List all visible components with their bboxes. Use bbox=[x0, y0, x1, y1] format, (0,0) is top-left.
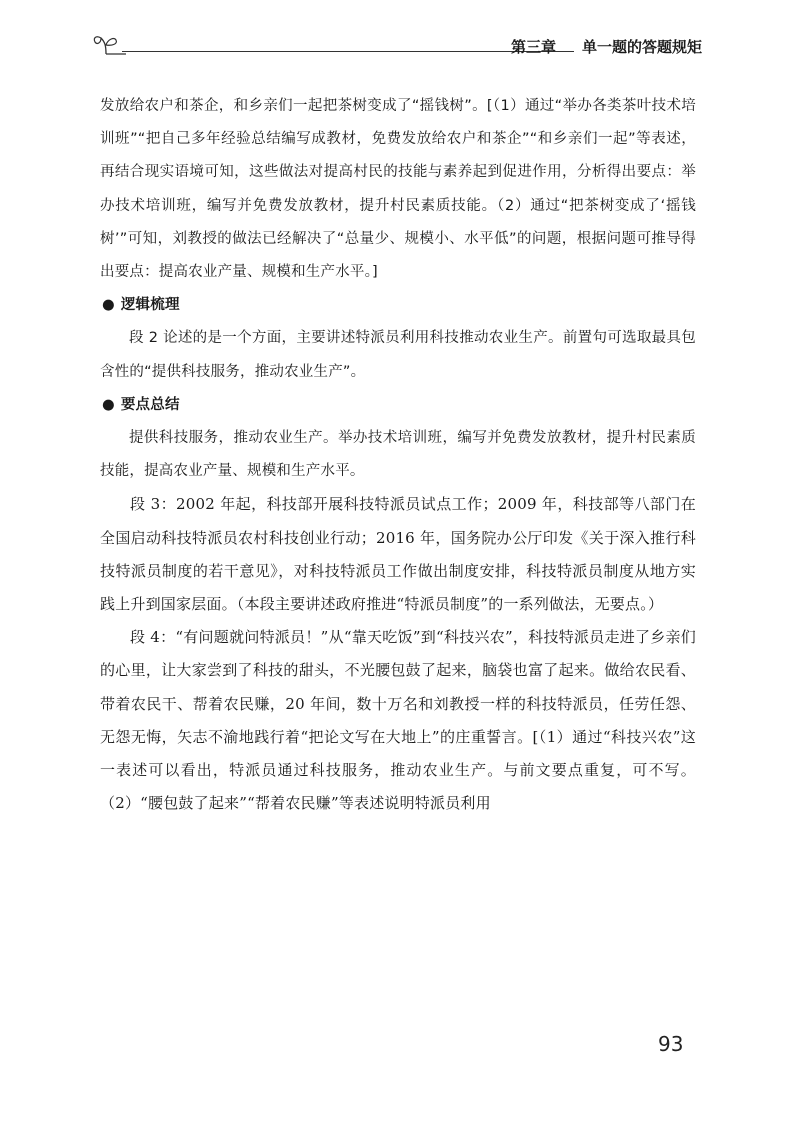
paragraph: 段 3：2002 年起，科技部开展科技特派员试点工作；2009 年，科技部等八部门在全国启动科技特派员农村科技创业行动；2016 年，国务院办公厅印发《关于深入推行科技特派员制度的若干意见》，对科技特派员工作做出制度安排，科技特派员制度从地方实践上升到国家层面。（本段主要讲述政府推进“特派员制度”的一系列做法，无要点。） bbox=[100, 495, 696, 614]
chapter-title: 单一题的答题规矩 bbox=[581, 38, 702, 56]
paragraph: 提供科技服务，推动农业生产。举办技术培训班，编写并免费发放教材，提升村民素质技能，提高农业产量、规模和生产水平。 bbox=[100, 430, 696, 480]
running-header bbox=[92, 32, 702, 62]
heading-label: 逻辑梳理 bbox=[120, 297, 180, 314]
section-heading-summary bbox=[100, 389, 696, 422]
page-body bbox=[100, 90, 696, 820]
bullet-dot-icon: ● bbox=[102, 297, 115, 314]
sprout-icon bbox=[92, 32, 126, 58]
paragraph: 段 4：“有问题就问特派员！”从“靠天吃饭”到“科技兴农”，科技特派员走进了乡亲们的心里，让大家尝到了科技的甜头，不光腰包鼓了起来，脑袋也富了起来。做给农民看、带着农民干、帮着农民赚，20 年间，数十万名和刘教授一样的科技特派员，任劳任怨、无怨无悔，矢志不渝地践行着“把论文写在大地上”的庄重誓言。[（1）通过“科技兴农”这一表述可以看出，特派员通过科技服务，推动农业生产。与前文要点重复，可不写。（2）“腰包鼓了起来”“帮着农民赚”等表述说明特派员利用 bbox=[100, 628, 696, 813]
paragraph: 段 2 论述的是一个方面，主要讲述特派员利用科技推动农业生产。前置句可选取最具包含性的“提供科技服务，推动农业生产”。 bbox=[100, 330, 696, 380]
running-title bbox=[511, 36, 702, 57]
section-heading-logic bbox=[100, 289, 696, 322]
heading-label: 要点总结 bbox=[120, 396, 180, 413]
chapter-label: 第三章 bbox=[510, 38, 556, 56]
header-rule bbox=[122, 51, 574, 52]
page-number: 93 bbox=[658, 1032, 684, 1056]
paragraph: 发放给农户和茶企，和乡亲们一起把茶树变成了“摇钱树”。[（1）通过“举办各类茶叶技术培训班”“把自己多年经验总结编写成教材，免费发放给农户和茶企”“和乡亲们一起”等表述，再结合现实语境可知，这些做法对提高村民的技能与素养起到促进作用，分析得出要点：举办技术培训班，编写并免费发放教材，提升村民素质技能。（2）通过“把茶树变成了‘摇钱树’”可知，刘教授的做法已经解决了“总量少、规模小、水平低”的问题，根据问题可推导得出要点：提高农业产量、规模和生产水平。] bbox=[100, 98, 696, 281]
bullet-dot-icon: ● bbox=[102, 396, 115, 413]
